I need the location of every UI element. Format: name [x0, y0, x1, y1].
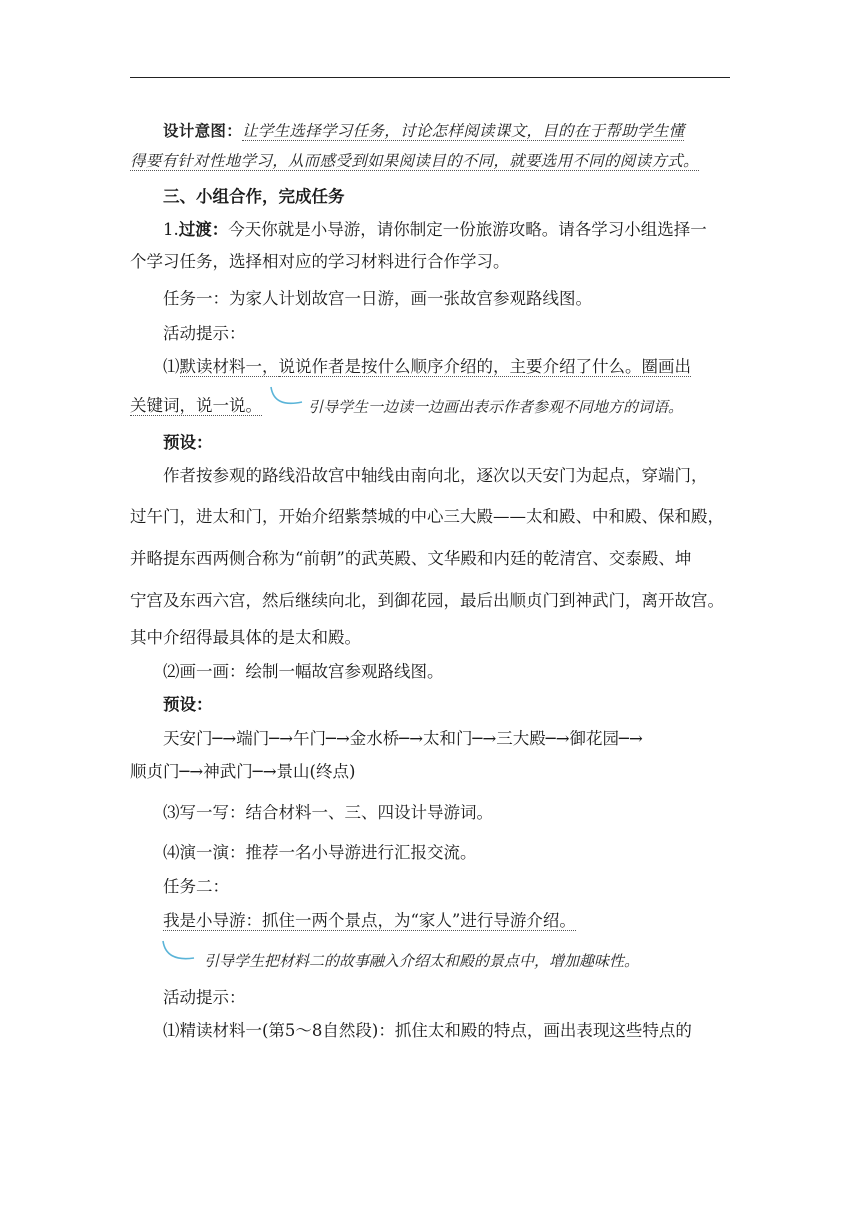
transition-line-2: 个学习任务，选择相对应的学习材料进行合作学习。 — [130, 252, 510, 271]
task2-text: 我是小导游：抓住一两个景点，为“家人”进行导游介绍。 — [163, 911, 576, 930]
step1-line-1 — [163, 355, 773, 379]
preset1-line-3: 并略提东西两侧合称为“前朝”的武英殿、文华殿和内廷的乾清宫、交泰殿、坤 — [130, 549, 692, 568]
step1-text-2: 关键词，说一说。 — [130, 396, 262, 415]
preset1-line-4: 宁宫及东西六宫，然后继续向北，到御花园，最后出顺贞门到神武门，离开故宫。 — [130, 591, 724, 610]
route-line-2: 顺贞门─→神武门─→景山(终点) — [130, 762, 356, 781]
preset-label-1: 预设： — [163, 433, 213, 452]
design-intent-label: 设计意图： — [163, 122, 243, 140]
activity-hint-1: 活动提示： — [163, 324, 246, 343]
preset-label-2: 预设： — [163, 695, 213, 714]
task2-line — [163, 909, 773, 933]
route-line-1: 天安门─→端门─→午门─→金水桥─→太和门─→三大殿─→御花园─→ — [163, 729, 643, 748]
annotation-note-2: 引导学生把材料二的故事融入介绍太和殿的景点中，增加趣味性。 — [204, 952, 640, 970]
preset1-line-2: 过午门，进太和门，开始介绍紫禁城的中心三大殿——太和殿、中和殿、保和殿， — [130, 507, 724, 526]
step1-text-a: 默读材料一， — [179, 357, 279, 376]
step1-text-b: 说说作者是按什么顺序介绍的，主要介绍了什么。圈画出 — [278, 357, 691, 376]
task1-text: 任务一：为家人计划故宫一日游，画一张故宫参观路线图。 — [163, 289, 592, 308]
design-intent-line-1 — [163, 119, 773, 143]
step-last-text: ⑴精读材料一(第5～8自然段)：抓住太和殿的特点，画出表现这些特点的 — [163, 1021, 692, 1040]
step3-text: ⑶写一写：结合材料一、三、四设计导游词。 — [163, 803, 493, 822]
transition-label: 过渡： — [178, 220, 229, 239]
annotation-arrow-1 — [268, 384, 308, 414]
section-heading: 三、小组合作，完成任务 — [163, 187, 345, 206]
step4-text: ⑷演一演：推荐一名小导游进行汇报交流。 — [163, 843, 477, 862]
transition-prefix: 1. — [163, 220, 179, 239]
activity-hint-2: 活动提示： — [163, 988, 246, 1007]
step2-text: ⑵画一画：绘制一幅故宫参观路线图。 — [163, 662, 444, 681]
header-rule — [130, 77, 730, 78]
task2-label: 任务二： — [163, 877, 229, 896]
design-intent-text-2: 得要有针对性地学习，从而感受到如果阅读目的不同，就要选用不同的阅读方式。 — [130, 152, 699, 170]
annotation-arrow-2 — [160, 938, 200, 968]
design-intent-line-2 — [130, 149, 740, 173]
transition-text-1: 今天你就是小导游，请你制定一份旅游攻略。请各学习小组选择一 — [228, 220, 707, 239]
design-intent-text-1: 让学生选择学习任务，讨论怎样阅读课文，目的在于帮助学生懂 — [242, 122, 685, 140]
preset1-line-5: 其中介绍得最具体的是太和殿。 — [130, 628, 361, 647]
preset1-line-1: 作者按参观的路线沿故宫中轴线由南向北，逐次以天安门为起点，穿端门， — [163, 466, 708, 485]
transition-line-1 — [163, 218, 773, 242]
step1-prefix: ⑴ — [163, 357, 180, 376]
annotation-note-1: 引导学生一边读一边画出表示作者参观不同地方的词语。 — [308, 398, 684, 416]
